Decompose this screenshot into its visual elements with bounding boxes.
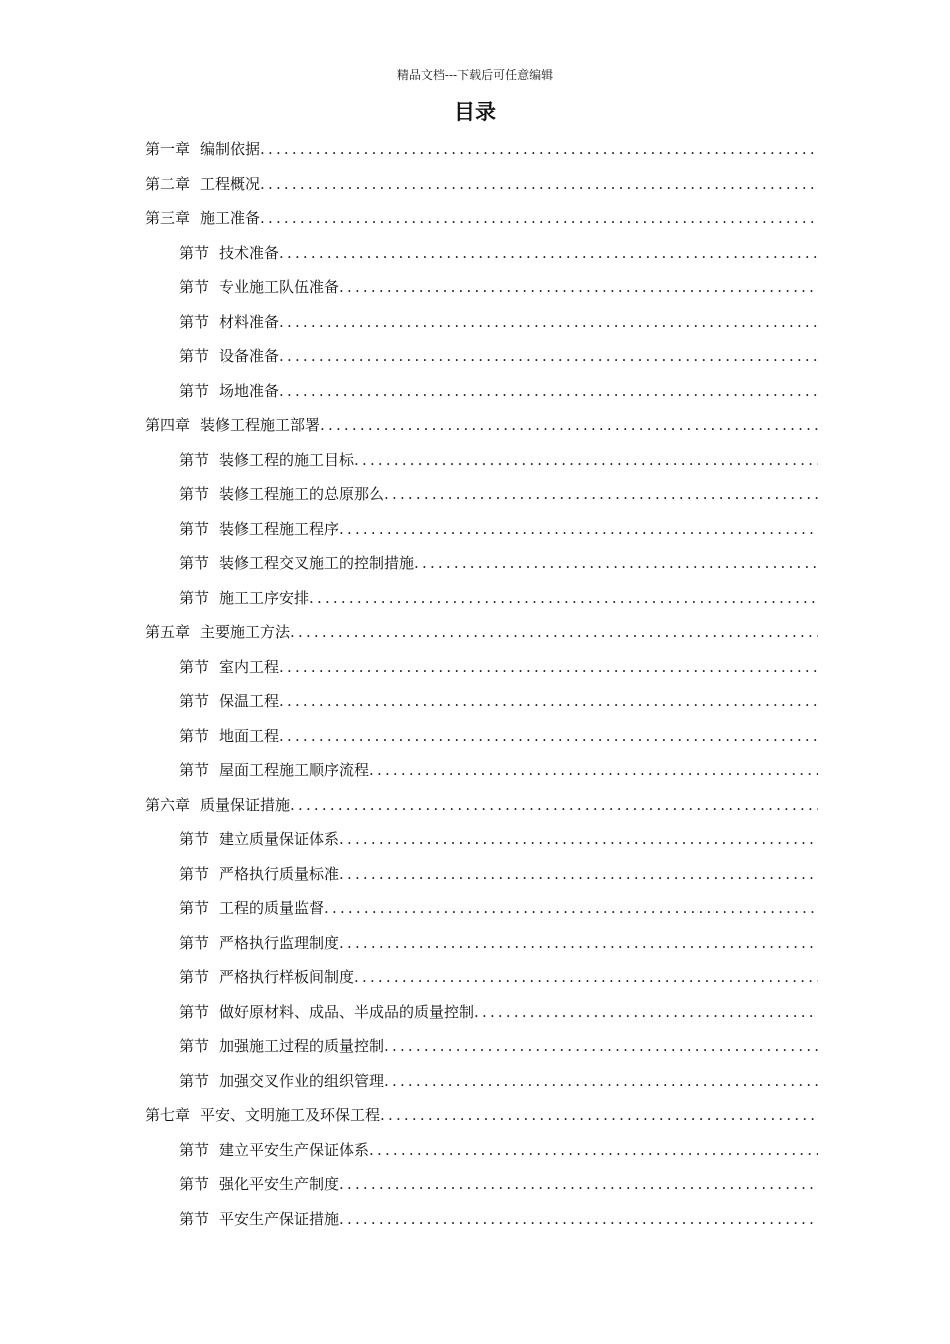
toc-entry-label: 第节 [179, 1037, 210, 1055]
toc-section-entry[interactable] [0, 1133, 950, 1168]
toc-entry-label: 第节 [179, 1140, 210, 1159]
toc-entry-title: 工程概况 [200, 174, 261, 193]
toc-entry-label: 第节 [179, 692, 210, 710]
toc-entry-label: 第三章 [145, 209, 191, 227]
toc-entry-title: 装修工程施工程序 [219, 519, 340, 538]
toc-dot-leader [384, 1064, 818, 1099]
toc-entry-label: 第节 [179, 312, 210, 331]
toc-section-entry[interactable] [0, 581, 950, 616]
toc-entry-label: 第节 [179, 899, 210, 917]
toc-entry-label: 第节 [179, 519, 210, 538]
toc-entry-label: 第节 [179, 554, 210, 572]
toc-dot-leader [324, 891, 818, 926]
toc-dot-leader [309, 581, 818, 616]
toc-entry-label: 第一章 [145, 140, 191, 158]
toc-chapter-entry[interactable] [0, 788, 950, 823]
toc-chapter-entry[interactable] [0, 408, 950, 443]
toc-dot-leader [279, 305, 818, 340]
toc-section-entry[interactable] [0, 1064, 950, 1099]
toc-dot-leader [384, 477, 818, 512]
toc-entry-label: 第六章 [145, 795, 191, 814]
toc-dot-leader [260, 167, 818, 202]
toc-dot-leader [260, 132, 818, 167]
toc-entry-title: 材料准备 [219, 312, 280, 331]
toc-entry-title: 加强施工过程的质量控制 [219, 1037, 385, 1055]
toc-chapter-entry[interactable] [0, 615, 950, 650]
toc-entry-label: 第节 [179, 1071, 210, 1090]
toc-entry-title: 主要施工方法 [200, 623, 291, 641]
toc-entry-title: 装修工程交叉施工的控制措施 [219, 554, 415, 572]
toc-section-entry[interactable] [0, 477, 950, 512]
toc-entry-title: 加强交叉作业的组织管理 [219, 1071, 385, 1090]
toc-entry-title: 严格执行监理制度 [219, 933, 340, 952]
toc-entry-label: 第节 [179, 381, 210, 400]
toc-entry-title: 装修工程施工部署 [200, 416, 321, 434]
toc-entry-label: 第二章 [145, 174, 191, 193]
toc-entry-title: 装修工程施工的总原那么 [219, 485, 385, 503]
toc-entry-label: 第节 [179, 243, 210, 262]
toc-entry-label: 第节 [179, 588, 210, 607]
toc-section-entry[interactable] [0, 650, 950, 685]
toc-section-entry[interactable] [0, 512, 950, 547]
toc-entry-label: 第节 [179, 830, 210, 848]
toc-entry-label: 第七章 [145, 1106, 191, 1124]
toc-dot-leader [279, 236, 818, 271]
toc-chapter-entry[interactable] [0, 201, 950, 236]
page-header: 精品文档---下载后可任意编辑 [396, 68, 554, 82]
toc-section-entry[interactable] [0, 305, 950, 340]
toc-section-entry[interactable] [0, 719, 950, 754]
toc-section-entry[interactable] [0, 684, 950, 719]
toc-section-entry[interactable] [0, 857, 950, 892]
toc-dot-leader [414, 546, 818, 581]
toc-section-entry[interactable] [0, 1202, 950, 1237]
toc-entry-title: 质量保证措施 [200, 795, 291, 814]
toc-entry-title: 技术准备 [219, 243, 280, 262]
toc-section-entry[interactable] [0, 443, 950, 478]
toc-chapter-entry[interactable] [0, 132, 950, 167]
toc-entry-title: 保温工程 [219, 692, 280, 710]
toc-section-entry[interactable] [0, 753, 950, 788]
toc-dot-leader [290, 788, 818, 823]
toc-section-entry[interactable] [0, 546, 950, 581]
toc-dot-leader [380, 1098, 818, 1133]
toc-entry-title: 地面工程 [219, 726, 280, 745]
toc-dot-leader [279, 719, 818, 754]
toc-dot-leader [339, 512, 818, 547]
toc-section-entry[interactable] [0, 374, 950, 409]
toc-dot-leader [369, 753, 818, 788]
table-of-contents [0, 132, 950, 1236]
toc-entry-title: 场地准备 [219, 381, 280, 400]
toc-entry-label: 第节 [179, 1209, 210, 1228]
toc-section-entry[interactable] [0, 339, 950, 374]
toc-dot-leader [339, 926, 818, 961]
toc-entry-label: 第节 [179, 278, 210, 296]
toc-entry-title: 室内工程 [219, 657, 280, 676]
toc-entry-title: 做好原材料、成品、半成品的质量控制 [219, 1002, 475, 1021]
toc-section-entry[interactable] [0, 960, 950, 995]
toc-dot-leader [320, 408, 818, 443]
toc-entry-title: 严格执行质量标准 [219, 864, 340, 883]
toc-dot-leader [354, 443, 818, 478]
toc-section-entry[interactable] [0, 236, 950, 271]
toc-entry-label: 第节 [179, 1002, 210, 1021]
toc-chapter-entry[interactable] [0, 167, 950, 202]
toc-dot-leader [279, 374, 818, 409]
toc-entry-label: 第节 [179, 450, 210, 469]
toc-section-entry[interactable] [0, 891, 950, 926]
toc-entry-label: 第节 [179, 347, 210, 365]
toc-title: 目录 [454, 100, 496, 124]
toc-dot-leader [279, 650, 818, 685]
toc-entry-label: 第四章 [145, 416, 191, 434]
toc-entry-label: 第节 [179, 968, 210, 986]
toc-entry-title: 工程的质量监督 [219, 899, 325, 917]
toc-entry-label: 第节 [179, 761, 210, 779]
toc-chapter-entry[interactable] [0, 1098, 950, 1133]
toc-entry-title: 施工准备 [200, 209, 261, 227]
toc-entry-label: 第节 [179, 726, 210, 745]
toc-entry-title: 编制依据 [200, 140, 261, 158]
toc-section-entry[interactable] [0, 995, 950, 1030]
toc-dot-leader [260, 201, 818, 236]
toc-entry-label: 第节 [179, 657, 210, 676]
toc-section-entry[interactable] [0, 926, 950, 961]
toc-dot-leader [384, 1029, 818, 1064]
toc-entry-label: 第节 [179, 485, 210, 503]
toc-entry-label: 第节 [179, 864, 210, 883]
toc-entry-label: 第节 [179, 1175, 210, 1193]
toc-dot-leader [279, 339, 818, 374]
toc-dot-leader [339, 270, 818, 305]
toc-section-entry[interactable] [0, 1029, 950, 1064]
toc-dot-leader [279, 684, 818, 719]
toc-dot-leader [339, 1167, 818, 1202]
toc-entry-label: 第五章 [145, 623, 191, 641]
toc-entry-title: 建立质量保证体系 [219, 830, 340, 848]
toc-entry-title: 装修工程的施工目标 [219, 450, 355, 469]
toc-dot-leader [339, 857, 818, 892]
toc-dot-leader [369, 1133, 818, 1168]
toc-entry-title: 建立平安生产保证体系 [219, 1140, 370, 1159]
toc-entry-label: 第节 [179, 933, 210, 952]
toc-entry-title: 屋面工程施工顺序流程 [219, 761, 370, 779]
toc-entry-title: 平安、文明施工及环保工程 [200, 1106, 381, 1124]
toc-section-entry[interactable] [0, 270, 950, 305]
toc-section-entry[interactable] [0, 1167, 950, 1202]
toc-dot-leader [290, 615, 818, 650]
toc-entry-title: 设备准备 [219, 347, 280, 365]
toc-entry-title: 强化平安生产制度 [219, 1175, 340, 1193]
toc-dot-leader [339, 1202, 818, 1237]
toc-dot-leader [339, 822, 818, 857]
toc-entry-title: 专业施工队伍准备 [219, 278, 340, 296]
toc-entry-title: 平安生产保证措施 [219, 1209, 340, 1228]
toc-dot-leader [474, 995, 818, 1030]
toc-entry-title: 严格执行样板间制度 [219, 968, 355, 986]
toc-section-entry[interactable] [0, 822, 950, 857]
toc-dot-leader [354, 960, 818, 995]
toc-entry-title: 施工工序安排 [219, 588, 310, 607]
